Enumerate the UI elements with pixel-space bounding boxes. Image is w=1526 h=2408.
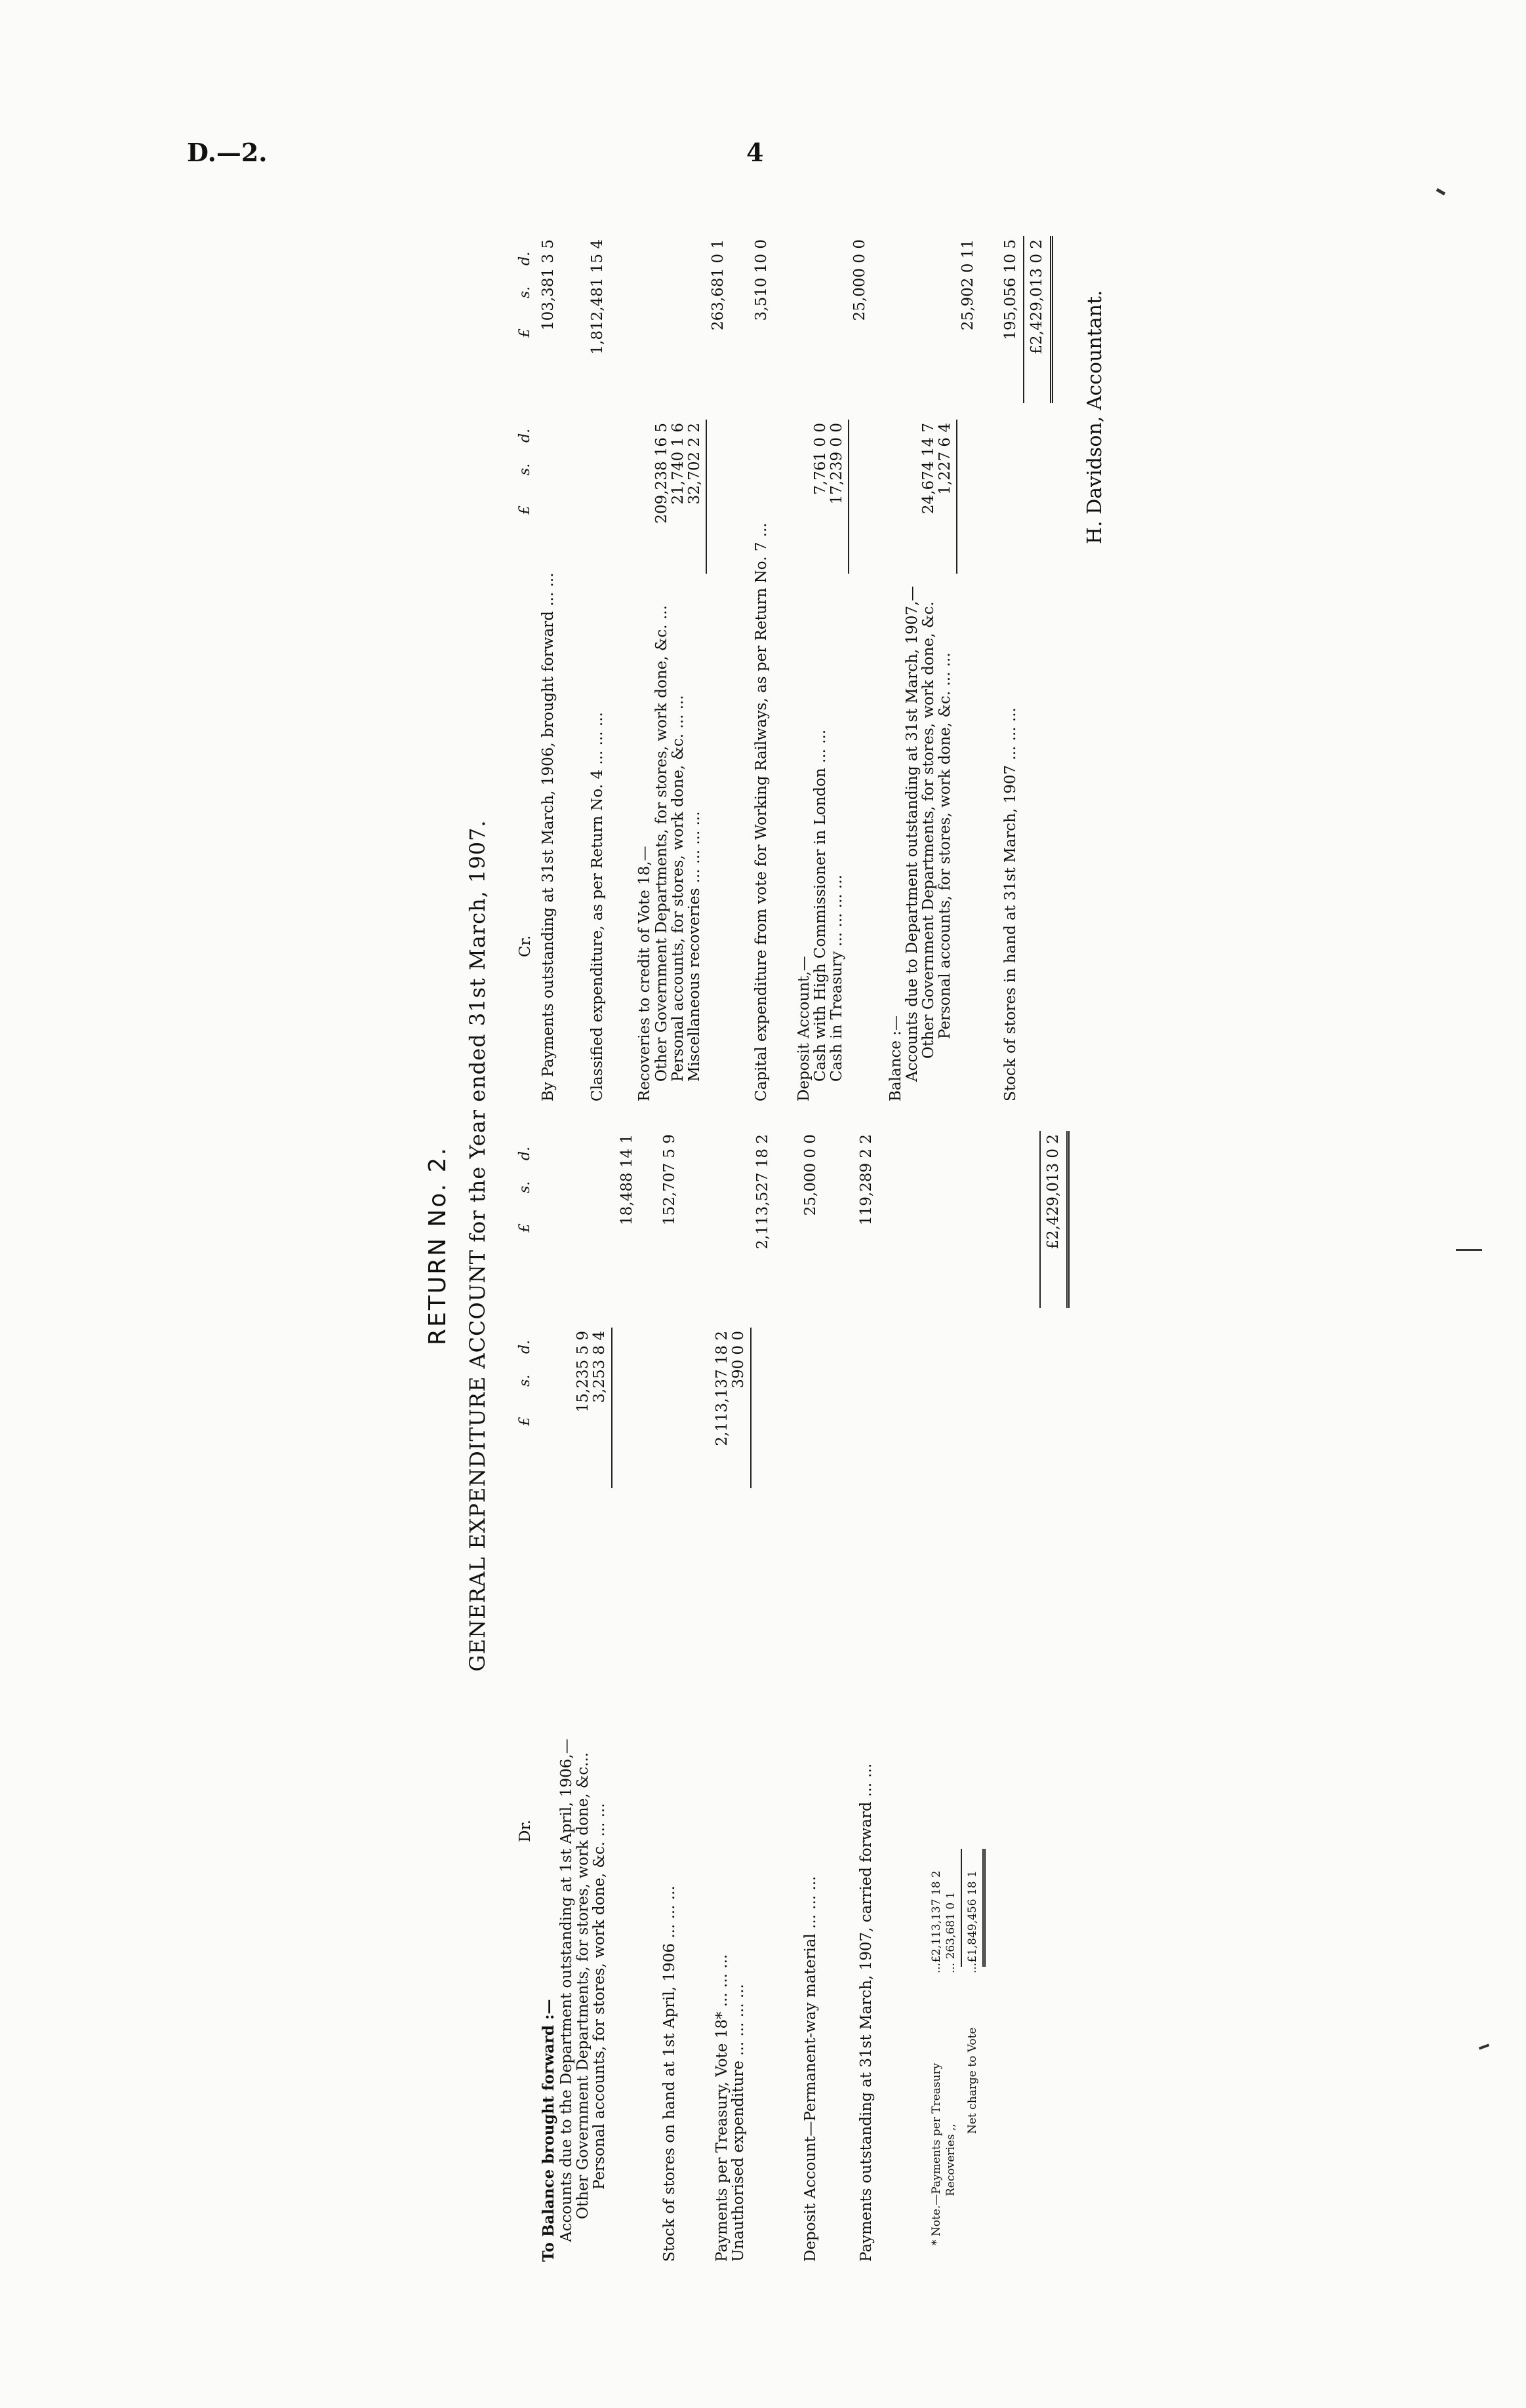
cr-outer-shilling-header: s. (517, 286, 533, 298)
cr-deposit-amount: 7,761 0 0 (812, 423, 829, 495)
cr-balance-amount: 24,674 14 7 (920, 423, 937, 514)
cr-balance-line: Other Government Departments, for stores, work done, &c. (920, 601, 937, 1059)
cr-outer-pence-header: d. (517, 251, 533, 266)
cr-payments-label: By Payments outstanding at 31st March, 1906, brought forward ... ... (540, 572, 557, 1101)
rule (848, 420, 849, 574)
rule (961, 1849, 962, 1967)
cr-inner-shilling-header: s. (517, 463, 533, 475)
double-rule (1066, 1131, 1070, 1308)
cr-balance-line: Personal accounts, for stores, work done, &c. ... ... (936, 652, 954, 1039)
cr-balance-amount: 1,227 6 4 (936, 423, 954, 495)
accountant-signature: H. Davidson, Accountant. (1083, 290, 1106, 544)
dr-outer-pence-header: d. (517, 1146, 533, 1160)
cr-heading: Cr. (517, 935, 534, 957)
cr-inner-pence-header: d. (517, 428, 533, 443)
rotated-account-sheet (367, 229, 1174, 2262)
rule (750, 1328, 752, 1488)
cr-balance-total: 25,902 0 11 (959, 239, 976, 330)
page-number: 4 (746, 138, 764, 167)
cr-deposit-heading: Deposit Account,— (795, 956, 813, 1101)
dr-grand-total: £2,429,013 0 2 (1045, 1134, 1062, 1250)
cr-deposit-total: 25,000 0 0 (851, 239, 868, 321)
note-line1-value: ...£2,113,137 18 2 (930, 1870, 943, 1973)
cr-balance-heading: Balance :— (887, 1015, 904, 1101)
cr-stock-total: 195,056 10 5 (1002, 239, 1019, 340)
dr-unauth-amount: 390 0 0 (730, 1331, 747, 1389)
note-line2-value: ... 263,681 0 1 (944, 1891, 957, 1973)
rule (706, 420, 707, 574)
dr-balance-line: Other Government Departments, for stores, work done, &c... (574, 1752, 592, 2219)
dr-stock-total: 152,707 5 9 (661, 1134, 678, 1225)
cr-payments-total: 103,381 3 5 (540, 239, 557, 330)
cr-recoveries-amount: 209,238 16 5 (653, 423, 670, 524)
account-title: GENERAL EXPENDITURE ACCOUNT for the Year ended 31st March, 1907. (465, 819, 490, 1672)
dr-balance-total: 18,488 14 1 (618, 1134, 635, 1225)
rule (1023, 236, 1024, 403)
dr-deposit-total: 25,000 0 0 (802, 1134, 819, 1216)
cr-deposit-line: Cash in Treasury ... ... ... ... (828, 875, 845, 1082)
cr-grand-total: £2,429,013 0 2 (1028, 239, 1045, 355)
dr-balance-heading: To Balance brought forward :— (540, 1999, 557, 2262)
cr-stock-label: Stock of stores in hand at 31st March, 1907 ... ... ... (1002, 707, 1019, 1101)
cr-recoveries-total: 263,681 0 1 (710, 239, 727, 330)
dr-balance-line: Accounts due to the Department outstanding at 1st April, 1906,— (558, 1739, 575, 2242)
dr-balance-amount: 3,253 8 4 (591, 1331, 608, 1403)
note-line2-label: Recoveries ,, (944, 2123, 957, 2196)
cr-balance-line: Accounts due to Department outstanding at 31st March, 1907,— (904, 585, 921, 1082)
dr-heading: Dr. (517, 1819, 534, 1842)
dr-outstanding-total: 119,289 2 2 (858, 1134, 875, 1225)
dr-balance-amount: 15,235 5 9 (574, 1331, 592, 1413)
dr-outer-shilling-header: s. (517, 1181, 533, 1193)
cr-recoveries-amount: 21,740 1 6 (670, 423, 687, 505)
cr-inner-pound-header: £ (517, 505, 533, 515)
cr-recoveries-line: Personal accounts, for stores, work done, &c. ... ... (670, 695, 687, 1082)
dr-inner-pence-header: d. (517, 1339, 533, 1354)
cr-deposit-line: Cash with High Commissioner in London ... ... (812, 729, 829, 1082)
dr-payments-total: 2,113,527 18 2 (754, 1134, 771, 1250)
note-net-value: ...£1,849,456 18 1 (966, 1870, 979, 1973)
dr-unauth-label: Unauthorised expenditure ... ... ... ... (730, 1984, 747, 2262)
cr-recoveries-line: Other Government Departments, for stores, work done, &c. ... (653, 605, 670, 1082)
dr-stock-label: Stock of stores on hand at 1st April, 1906 ... ... ... (661, 1885, 678, 2262)
cr-recoveries-line: Miscellaneous recoveries ... ... ... ... (686, 811, 703, 1082)
note-line1-label: * Note.—Payments per Treasury (930, 2063, 943, 2245)
dr-outer-pound-header: £ (517, 1223, 533, 1233)
return-title: RETURN No. 2. (424, 1145, 451, 1346)
cr-capital-label: Capital expenditure from vote for Working Railways, as per Return No. 7 ... (753, 523, 770, 1101)
document-code: D.—2. (187, 138, 268, 167)
cr-classified-label: Classified expenditure, as per Return No. 4 ... ... ... (589, 712, 606, 1101)
dr-outstanding-label: Payments outstanding at 31st March, 1907, carried forward ... ... (858, 1763, 875, 2262)
scan-speck (1436, 188, 1446, 195)
cr-classified-total: 1,812,481 15 4 (589, 239, 606, 355)
cr-deposit-amount: 17,239 0 0 (828, 423, 845, 505)
dr-payments-amount: 2,113,137 18 2 (713, 1331, 731, 1446)
double-rule (982, 1849, 986, 1967)
double-rule (1050, 236, 1053, 403)
dr-balance-line: Personal accounts, for stores, work done, &c. ... ... (591, 1803, 608, 2190)
dr-deposit-label: Deposit Account—Permanent-way material ... ... ... (802, 1876, 819, 2262)
note-net-label: Net charge to Vote (966, 2027, 979, 2134)
dr-payments-label: Payments per Treasury, Vote 18* ... ... ... (713, 1954, 731, 2262)
scan-speck (1479, 2043, 1489, 2049)
dr-inner-shilling-header: s. (517, 1374, 533, 1387)
cr-recoveries-heading: Recoveries to credit of Vote 18,— (636, 846, 653, 1101)
dr-inner-pound-header: £ (517, 1417, 533, 1426)
rule (1039, 1131, 1041, 1308)
cr-capital-total: 3,510 10 0 (753, 239, 770, 321)
rule (956, 420, 957, 574)
cr-outer-pound-header: £ (517, 328, 533, 338)
cr-recoveries-amount: 32,702 2 2 (686, 423, 703, 505)
rule (611, 1328, 612, 1488)
scan-speck (1456, 1249, 1482, 1251)
